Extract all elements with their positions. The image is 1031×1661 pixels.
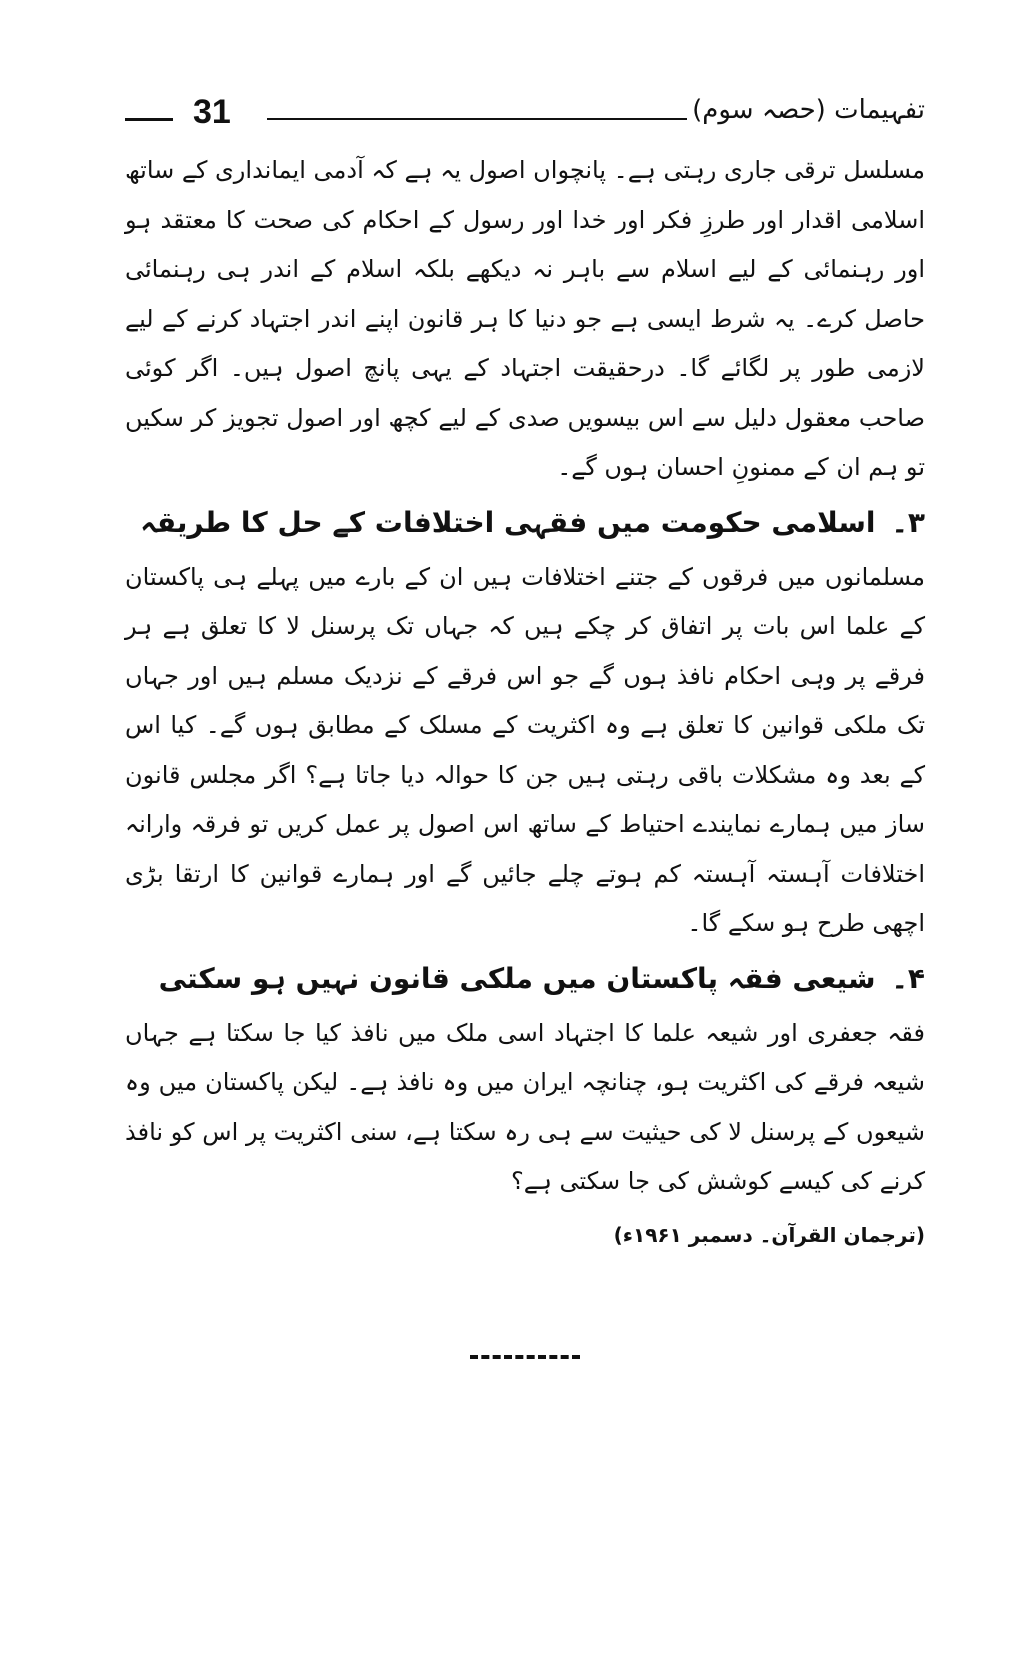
page-number: 31	[193, 93, 231, 131]
intro-paragraph: مسلسل ترقی جاری رہتی ہے۔ پانچواں اصول یہ ہے کہ آدمی ایمانداری کے ساتھ اسلامی اقدار اور طرزِ فکر اور خدا اور رسول کے احکام کی صحت کا معتقد ہو اور رہنمائی کے لیے اسلام سے باہر نہ دیکھے بلکہ اسلام کے اندر ہی رہنمائی حاصل کرے۔ یہ شرط ایسی ہے جو دنیا کا ہر قانون اپنے اندر اجتہاد کرنے کے لیے لازمی طور پر لگائے گا۔ درحقیقت اجتہاد کے یہی پانچ اصول ہیں۔ اگر کوئی صاحب معقول دلیل سے اس بیسویں صدی کے لیے کچھ اور اصول تجویز کر سکیں تو ہم ان کے ممنونِ احسان ہوں گے۔	[125, 156, 925, 481]
source-citation: (ترجمان القرآن۔ دسمبر ۱۹۶۱ء)	[613, 1222, 925, 1247]
section-4-heading	[125, 949, 925, 1009]
section-3-paragraph: مسلمانوں میں فرقوں کے جتنے اختلافات ہیں ان کے بارے میں پہلے ہی پاکستان کے علما اس بات پر اتفاق کر چکے ہیں کہ جہاں تک پرسنل لا کا تعلق ہے ہر فرقے پر وہی احکام نافذ ہوں گے جو اس فرقے کے نزدیک مسلم ہیں اور جہاں تک ملکی قوانین کا تعلق ہے وہ اکثریت کے مسلک کے مطابق ہوں گے۔ کیا اس کے بعد وہ مشکلات باقی رہتی ہیں جن کا حوالہ دیا جاتا ہے؟ اگر مجلس قانون ساز میں ہمارے نمایندے احتیاط کے ساتھ اس اصول پر عمل کریں تو فرقہ وارانہ اختلافات آہستہ آہستہ کم ہوتے چلے جائیں گے اور ہمارے قوانین کا ارتقا بڑی اچھی طرح ہو سکے گا۔	[125, 562, 925, 937]
page-header	[125, 90, 925, 140]
section-3-title: اسلامی حکومت میں فقہی اختلافات کے حل کا طریقہ	[140, 505, 876, 539]
section-4-number: ۴۔	[891, 961, 925, 995]
section-4-paragraph: فقہ جعفری اور شیعہ علما کا اجتہاد اسی ملک میں نافذ کیا جا سکتا ہے جہاں شیعہ فرقے کی اکثریت ہو، چنانچہ ایران میں وہ نافذ ہے۔ لیکن پاکستان میں وہ شیعوں کے پرسنل لا کی حیثیت سے ہی رہ سکتا ہے، سنی اکثریت پر اس کو نافذ کرنے کی کیسے کوشش کی جا سکتی ہے؟	[125, 1018, 925, 1195]
header-dash	[125, 118, 173, 121]
header-rule	[267, 118, 687, 120]
book-title: تفہیمات (حصہ سوم)	[692, 95, 925, 125]
section-3-number: ۳۔	[891, 505, 925, 539]
end-divider	[470, 1355, 580, 1363]
section-3-heading	[125, 493, 925, 553]
section-4-title: شیعی فقہ پاکستان میں ملکی قانون نہیں ہو سکتی	[158, 961, 876, 995]
page-content	[125, 146, 925, 1255]
